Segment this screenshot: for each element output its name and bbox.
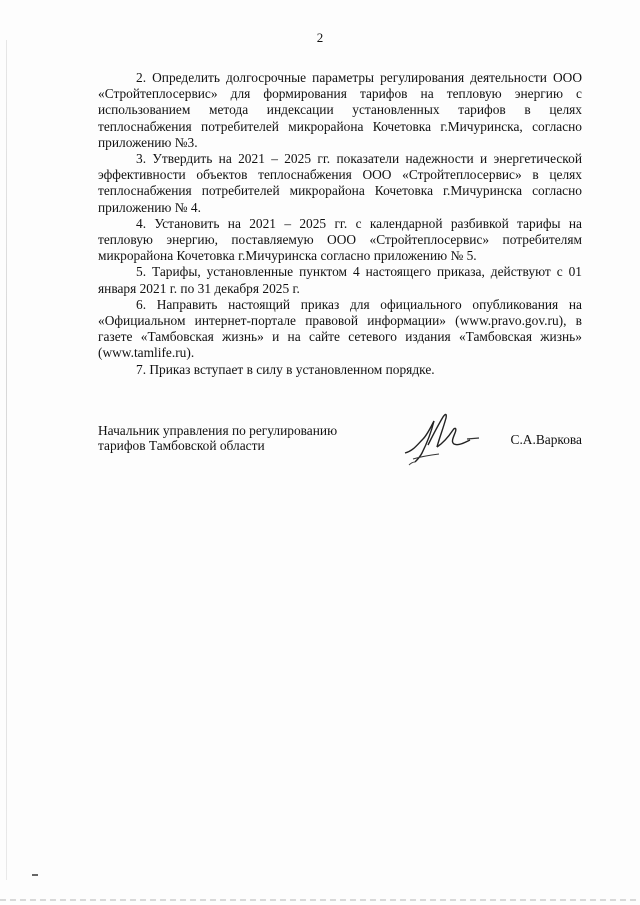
paragraph-6: 6. Направить настоящий приказ для официального опубликования на «Официальном интернет-портале правовой информации» (www.pravo.gov.ru), в газете «Тамбовская жизнь» и на сайте сетевого издания «Тамбовская жизнь» (www.tamlife.ru). [98, 296, 582, 361]
signature-block [98, 423, 582, 473]
handwritten-signature [401, 409, 483, 467]
signer-position-line-2: тарифов Тамбовской области [98, 438, 265, 453]
paragraph-7: 7. Приказ вступает в силу в установленном порядке. [136, 361, 435, 377]
paragraph-3: 3. Утвердить на 2021 – 2025 гг. показатели надежности и энергетической эффективности объектов теплоснабжения ООО «Стройтеплосервис» в целях теплоснабжения потребителей микрорайона Кочетовка г.Мичуринска согласно приложению № 4. [98, 151, 582, 215]
scan-edge-bottom [0, 899, 640, 901]
paragraph-5: 5. Тарифы, установленные пунктом 4 настоящего приказа, действуют с 01 января 2021 г. по 31 декабря 2025 г. [98, 264, 582, 296]
signer-name: С.А.Варкова [510, 432, 582, 447]
page-number: 2 [316, 30, 324, 45]
scan-edge-left [6, 40, 7, 880]
paragraph-4: 4. Установить на 2021 – 2025 гг. с календарной разбивкой тарифы на тепловую энергию, поставляемую ООО «Стройтеплосервис» потребителям микрорайона Кочетовка г.Мичуринска согласно приложению № 5. [98, 215, 582, 264]
signer-position [98, 423, 388, 453]
signer-position-line-1: Начальник управления по регулированию [98, 423, 338, 438]
order-body [98, 70, 582, 378]
scan-mark [32, 874, 38, 876]
paragraph-2: 2. Определить долгосрочные параметры регулирования деятельности ООО «Стройтеплосервис» для формирования тарифов на тепловую энергию с использованием метода индексации установленных тарифов в целях теплоснабжения потребителей микрорайона Кочетовка г.Мичуринска, согласно приложению №3. [98, 70, 582, 150]
